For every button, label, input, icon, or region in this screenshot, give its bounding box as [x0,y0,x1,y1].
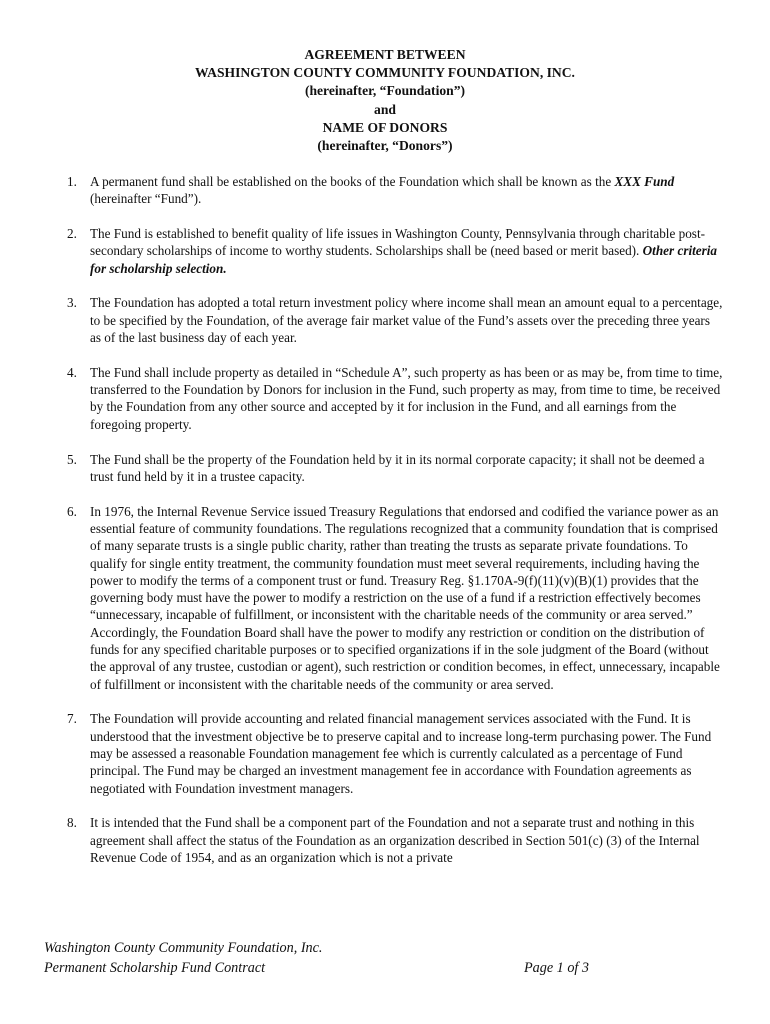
clause-7 [67,710,723,796]
clause-8 [67,814,723,866]
header-line-2: WASHINGTON COUNTY COMMUNITY FOUNDATION, INC. [195,65,575,81]
clause-number: 2. [67,226,77,242]
header-line-4: and [374,101,396,117]
clause-1 [67,173,723,208]
fund-name: XXX Fund [614,174,675,189]
clause-5 [67,451,723,486]
clause-text: The Foundation will provide accounting and related financial management services associated with the Fund. It is understood that the investment objective be to preserve capital and to increase long-term purchasing power. The Fund may be assessed a reasonable Foundation management fee which is currently calculated as a percentage of Fund principal. The Fund may be charged an investment management fee in accordance with Foundation agreements as negotiated with Foundation investment managers. [90,711,712,796]
agreement-header [0,46,770,155]
clause-4 [67,364,723,433]
agreement-clauses [67,173,723,884]
clause-text: The Fund is established to benefit quality of life issues in Washington County, Pennsylvania through charitable post-secondary scholarships of income to worthy students. Scholarships shall be (need based or merit based). [90,226,705,259]
footer-document-title: Permanent Scholarship Fund Contract [44,960,266,976]
clause-2 [67,225,723,277]
clause-number: 6. [67,503,77,519]
clause-number: 4. [67,364,77,380]
page-number: Page 1 of 3 [523,960,589,976]
clause-text: A permanent fund shall be established on the books of the Foundation which shall be known as the [90,174,615,189]
header-line-5: NAME OF DONORS [322,119,448,135]
header-line-6: (hereinafter, “Donors”) [317,138,453,154]
page-footer [44,938,589,978]
clause-text: It is intended that the Fund shall be a component part of the Foundation and not a separate trust and nothing in this agreement shall affect the status of the Foundation as an organization described in Section 501(c) (3) of the Internal Revenue Code of 1954, and as an organization which is not a private [90,815,700,865]
clause-text: The Fund shall include property as detailed in “Schedule A”, such property as has been or as may be, from time to time, transferred to the Foundation by Donors for inclusion in the Fund, such property as may, from time to time, be received by the Foundation from any other source and accepted by it for inclusion in the Fund, and all earnings from the foregoing property. [90,364,723,432]
clause-6 [67,503,723,693]
clause-number: 8. [67,815,77,831]
footer-organization: Washington County Community Foundation, Inc. [44,940,323,956]
clause-3 [67,294,723,346]
clause-number: 1. [67,174,77,189]
clause-number: 7. [67,711,77,727]
clause-text: In 1976, the Internal Revenue Service issued Treasury Regulations that endorsed and codified the variance power as an essential feature of community foundations. The regulations recognized that a community foundation that is comprised of many separate trusts is a single public charity, rather than treating the trusts as separate private foundations. To qualify for single entity treatment, the community foundation must meet several requirements, including having the power to modify the terms of a component trust or fund. Treasury Reg. §1.170A-9(f)(11)(v)(B)(1) provides that the governing body must have the power to modify a restriction on the use of a fund if a restriction effectively becomes “unnecessary, incapable of fulfillment, or inconsistent with the charitable needs of the community or area served.” Accordingly, the Foundation Board shall have the power to modify any restriction or condition on the distribution of funds for any specified charitable purposes or to specified organizations if in the sole judgment of the Board (without the approval of any trustee, custodian or agent), such restriction or condition becomes, in effect, unnecessary, incapable of fulfillment or inconsistent with the charitable needs of the community or area served. [90,503,720,692]
clause-text: (hereinafter “Fund”). [90,191,202,207]
clause-text: The Foundation has adopted a total return investment policy where income shall mean an amount equal to a percentage, to be specified by the Foundation, of the average fair market value of the Fund’s assets over the preceding three years as of the last business day of each year. [90,295,723,346]
clause-text: The Fund shall be the property of the Foundation held by it in its normal corporate capacity; it shall not be deemed a trust fund held by it in a trustee capacity. [90,451,705,484]
header-line-1: AGREEMENT BETWEEN [304,47,466,62]
clause-number: 5. [67,451,77,467]
header-line-3: (hereinafter, “Foundation”) [304,83,466,99]
criteria-placeholder: Other criteria for scholarship selection. [90,243,718,276]
clause-number: 3. [67,295,77,311]
